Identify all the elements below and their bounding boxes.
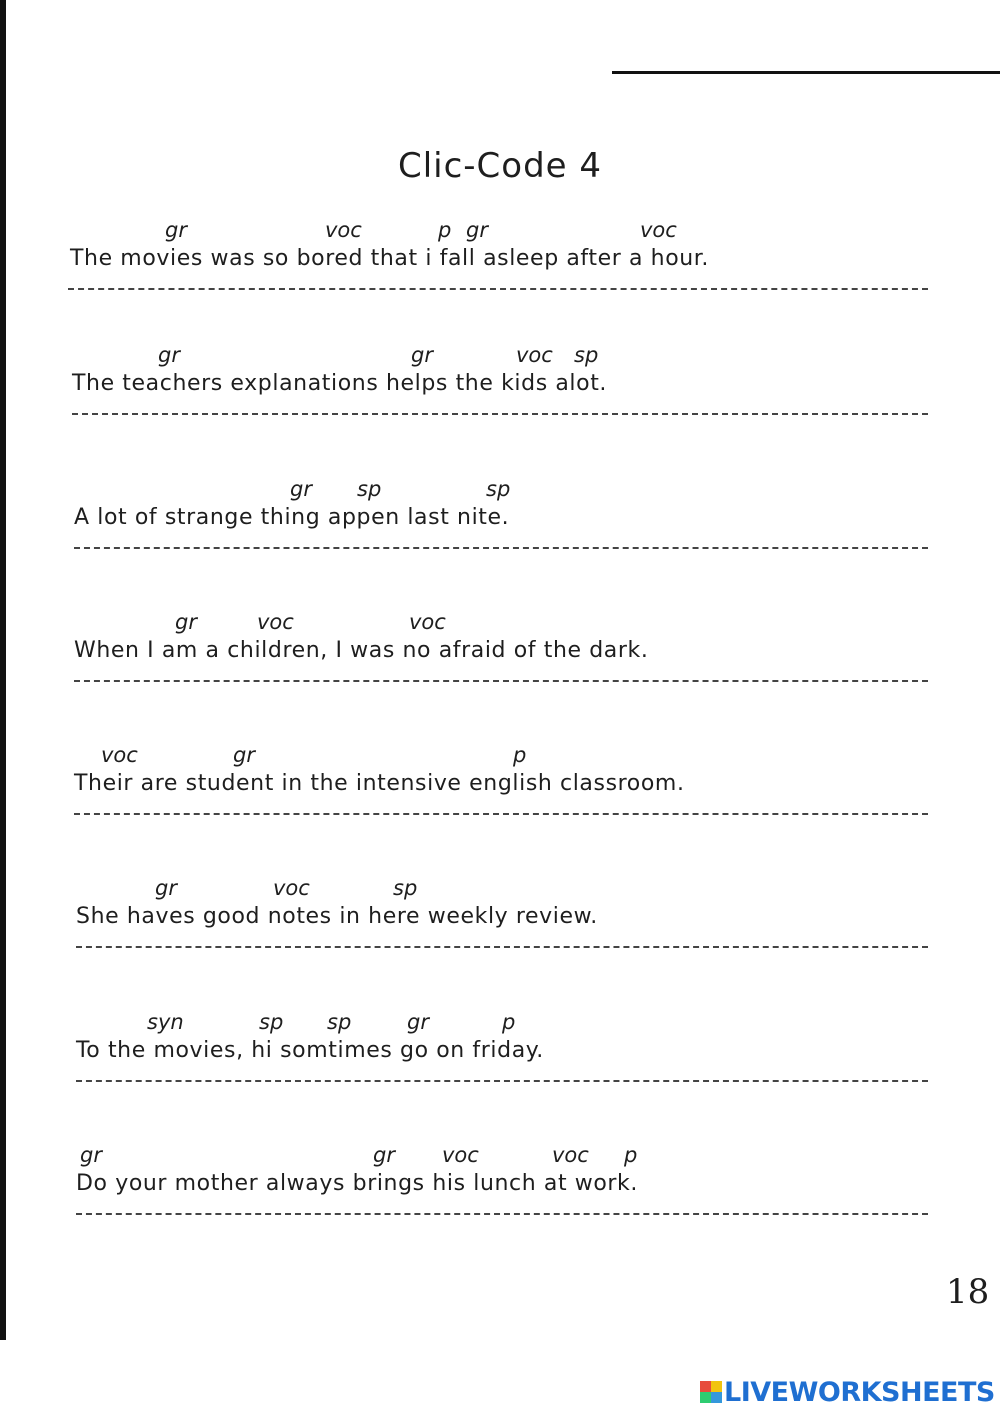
- incorrect-sentence: A lot of strange thing appen last nite.: [74, 505, 510, 530]
- error-code-label: sp: [259, 1010, 284, 1034]
- exercise-item: [0, 343, 1000, 463]
- error-code-label: sp: [574, 343, 599, 367]
- error-code-label: gr: [175, 610, 197, 634]
- error-code-label: voc: [257, 610, 294, 634]
- error-code-label: sp: [357, 477, 382, 501]
- error-code-label: gr: [290, 477, 312, 501]
- error-codes: [0, 1010, 1000, 1040]
- error-code-label: gr: [407, 1010, 429, 1034]
- error-code-label: gr: [466, 218, 488, 242]
- error-code-label: p: [513, 743, 527, 767]
- error-code-label: sp: [393, 876, 418, 900]
- answer-line[interactable]: [76, 946, 928, 948]
- exercise-item: [0, 743, 1000, 863]
- error-code-label: voc: [273, 876, 310, 900]
- error-code-label: voc: [101, 743, 138, 767]
- incorrect-sentence: Their are student in the intensive english classroom.: [74, 771, 685, 796]
- error-codes: [0, 1143, 1000, 1173]
- worksheet-title: Clic-Code 4: [397, 146, 603, 186]
- error-codes: [0, 743, 1000, 773]
- answer-line[interactable]: [68, 288, 928, 290]
- answer-line[interactable]: [74, 680, 928, 682]
- incorrect-sentence: The movies was so bored that i fall asleep after a hour.: [70, 246, 710, 271]
- error-codes: [0, 610, 1000, 640]
- incorrect-sentence: When I am a children, I was no afraid of the dark.: [74, 638, 649, 663]
- error-code-label: p: [502, 1010, 516, 1034]
- error-code-label: voc: [409, 610, 446, 634]
- answer-line[interactable]: [72, 413, 928, 415]
- brand-icon-square: [711, 1392, 722, 1403]
- error-codes: [0, 343, 1000, 373]
- error-code-label: gr: [233, 743, 255, 767]
- answer-line[interactable]: [74, 813, 928, 815]
- incorrect-sentence: She haves good notes in here weekly review.: [76, 904, 598, 929]
- top-rule: [612, 71, 1000, 74]
- brand-icon-square: [711, 1381, 722, 1392]
- error-code-label: gr: [158, 343, 180, 367]
- exercise-item: [0, 876, 1000, 996]
- error-codes: [0, 218, 1000, 248]
- brand-icon-square: [700, 1392, 711, 1403]
- error-code-label: syn: [147, 1010, 184, 1034]
- error-code-label: p: [438, 218, 452, 242]
- exercise-item: [0, 1143, 1000, 1263]
- error-code-label: voc: [325, 218, 362, 242]
- liveworksheets-logo: [700, 1377, 995, 1407]
- error-code-label: gr: [165, 218, 187, 242]
- error-code-label: sp: [327, 1010, 352, 1034]
- error-code-label: gr: [373, 1143, 395, 1167]
- brand-name: LIVEWORKSHEETS: [724, 1376, 995, 1408]
- exercise-item: [0, 610, 1000, 730]
- error-code-label: voc: [552, 1143, 589, 1167]
- exercise-item: [0, 477, 1000, 597]
- error-codes: [0, 876, 1000, 906]
- answer-line[interactable]: [76, 1080, 928, 1082]
- incorrect-sentence: To the movies, hi somtimes go on friday.: [76, 1038, 544, 1063]
- error-code-label: gr: [411, 343, 433, 367]
- error-codes: [0, 477, 1000, 507]
- exercise-item: [0, 218, 1000, 338]
- error-code-label: p: [624, 1143, 638, 1167]
- brand-icon: [700, 1381, 722, 1403]
- incorrect-sentence: Do your mother always brings his lunch at work.: [76, 1171, 638, 1196]
- error-code-label: voc: [442, 1143, 479, 1167]
- error-code-label: gr: [155, 876, 177, 900]
- brand-icon-square: [700, 1381, 711, 1392]
- error-code-label: voc: [516, 343, 553, 367]
- error-code-label: voc: [640, 218, 677, 242]
- incorrect-sentence: The teachers explanations helps the kids alot.: [72, 371, 608, 396]
- page-number: 18: [946, 1272, 990, 1312]
- exercise-item: [0, 1010, 1000, 1130]
- answer-line[interactable]: [76, 1213, 928, 1215]
- error-code-label: sp: [486, 477, 511, 501]
- answer-line[interactable]: [74, 547, 928, 549]
- error-code-label: gr: [80, 1143, 102, 1167]
